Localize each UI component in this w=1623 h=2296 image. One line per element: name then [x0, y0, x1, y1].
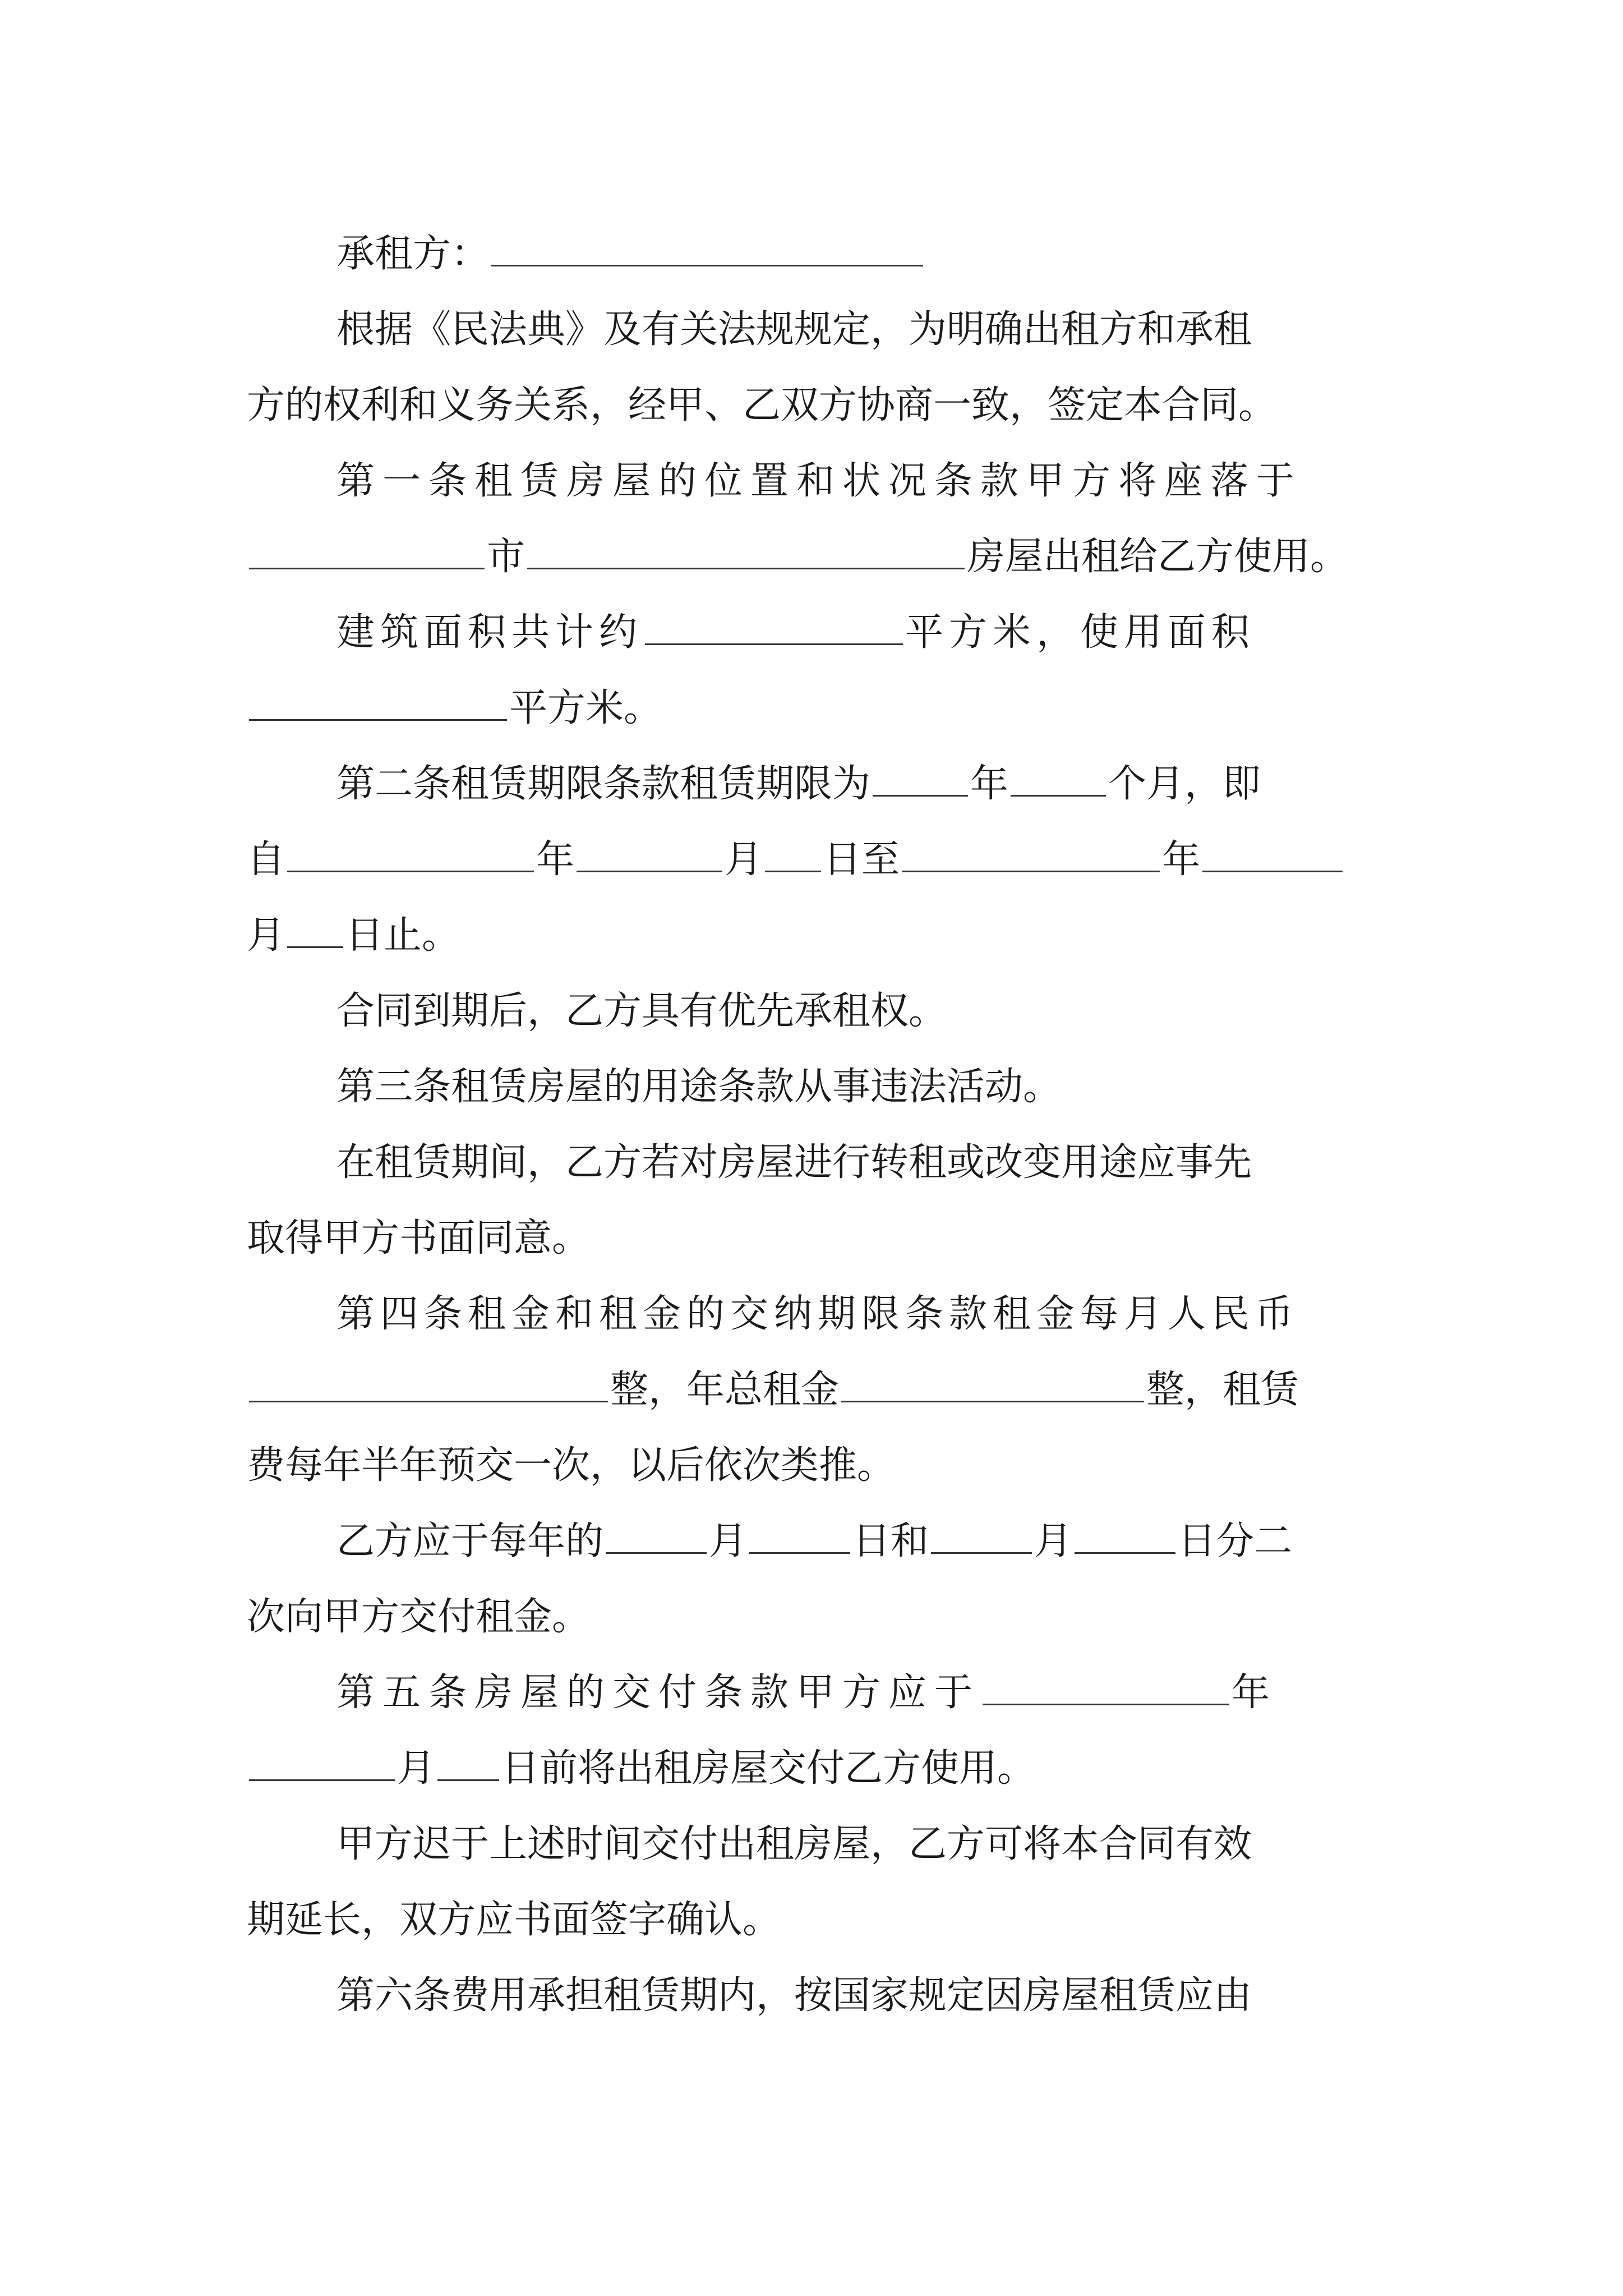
lessee-label: 承租方：	[336, 232, 490, 276]
payment-text-3: 次向甲方交付租金。	[247, 1595, 591, 1639]
term-years-blank[interactable]	[873, 747, 968, 797]
article-4-line-1	[247, 1272, 1391, 1356]
month-label-3: 月	[247, 913, 285, 958]
payment-text-2: 日分二	[1178, 1519, 1293, 1563]
sublease-text-1: 在租赁期间，乙方若对房屋进行转租或改变用途应事先	[336, 1140, 1252, 1185]
sublease-text-2: 取得甲方书面同意。	[247, 1216, 591, 1260]
delivery-day-blank[interactable]	[437, 1731, 499, 1781]
article-2-text-1: 第二条租赁期限条款租赁期限为	[336, 762, 871, 806]
pay-month-label-2: 月	[1034, 1519, 1073, 1563]
year-label: 年	[970, 762, 1009, 806]
lessee-line	[247, 212, 1391, 296]
address-blank[interactable]	[527, 519, 965, 569]
preamble-line-1	[247, 288, 1391, 372]
article-5-line-2	[247, 1727, 1391, 1811]
from-label: 自	[247, 838, 285, 882]
lessee-blank[interactable]	[491, 217, 923, 266]
pay-day-1-blank[interactable]	[749, 1504, 850, 1554]
end-day-blank[interactable]	[287, 898, 343, 948]
article-1-text-2: 房屋出租给乙方使用。	[967, 535, 1349, 579]
year-label-3: 年	[1162, 838, 1201, 882]
renewal-text: 合同到期后，乙方具有优先承租权。	[336, 989, 947, 1033]
article-2-line-3	[247, 894, 1391, 978]
delivery-year-blank[interactable]	[983, 1655, 1229, 1705]
area-label: 建筑面积共计约	[336, 610, 643, 655]
month-text: 个月，即	[1108, 762, 1261, 806]
to-label: 日至	[823, 838, 900, 882]
article-4-line-2	[247, 1348, 1391, 1432]
term-months-blank[interactable]	[1011, 747, 1106, 797]
start-day-blank[interactable]	[765, 822, 821, 872]
end-year-blank[interactable]	[902, 822, 1160, 872]
pay-month-1-blank[interactable]	[606, 1504, 707, 1554]
article-1-line-1	[247, 439, 1391, 523]
payment-text-1: 乙方应于每年的	[336, 1519, 604, 1563]
start-year-blank[interactable]	[287, 822, 534, 872]
monthly-rent-blank[interactable]	[249, 1352, 608, 1402]
delay-line-2	[247, 1878, 1391, 1962]
pay-and-label: 日和	[852, 1519, 929, 1563]
article-6-line-1	[247, 1954, 1391, 2038]
preamble-text-1: 根据《民法典》及有关法规规定，为明确出租方和承租	[336, 307, 1252, 352]
article-5-text-2: 日前将出租房屋交付乙方使用。	[501, 1746, 1036, 1791]
area-line-2	[247, 666, 1391, 751]
sublease-line-1	[247, 1121, 1391, 1205]
city-blank[interactable]	[249, 519, 485, 569]
preamble-line-2	[247, 364, 1391, 448]
usable-area-blank[interactable]	[249, 671, 507, 721]
article-1-line-2	[247, 515, 1391, 599]
delay-line-1	[247, 1802, 1391, 1887]
delay-text-2: 期延长，双方应书面签字确认。	[247, 1898, 781, 1942]
payment-line-2	[247, 1575, 1391, 1659]
start-month-blank[interactable]	[577, 822, 722, 872]
year-label-2: 年	[536, 838, 575, 882]
month-label-2: 月	[725, 838, 763, 882]
annual-rent-blank[interactable]	[841, 1352, 1144, 1402]
article-1-text-1: 第一条租赁房屋的位置和状况条款甲方将座落于	[336, 459, 1303, 503]
pay-month-2-blank[interactable]	[931, 1504, 1032, 1554]
end-month-blank-start[interactable]	[1202, 822, 1343, 872]
area-line-1	[247, 591, 1391, 675]
article-6-text-1: 第六条费用承担租赁期内，按国家规定因房屋租赁应由	[336, 1973, 1252, 2018]
article-2-line-1	[247, 742, 1391, 826]
renewal-line	[247, 969, 1391, 1053]
article-3-line	[247, 1045, 1391, 1129]
building-area-blank[interactable]	[645, 595, 903, 645]
area-unit: 平方米。	[509, 686, 662, 730]
article-4-text-3: 整，租赁	[1146, 1368, 1299, 1412]
article-4-text-1: 第四条租金和租金的交纳期限条款租金每月人民币	[336, 1292, 1299, 1336]
sublease-line-2	[247, 1197, 1391, 1281]
end-text: 日止。	[345, 913, 460, 958]
article-4-text-4: 费每年半年预交一次，以后依次类推。	[247, 1443, 896, 1488]
city-label: 市	[487, 535, 525, 579]
area-text: 平方米，使用面积	[905, 610, 1256, 655]
pay-month-label-1: 月	[709, 1519, 748, 1563]
delivery-year-label: 年	[1232, 1671, 1278, 1715]
delivery-month-blank[interactable]	[249, 1731, 395, 1781]
pay-day-2-blank[interactable]	[1075, 1504, 1175, 1554]
article-5-line-1	[247, 1651, 1391, 1735]
article-4-text-2: 整，年总租金	[610, 1368, 840, 1412]
preamble-text-2: 方的权利和义务关系，经甲、乙双方协商一致，签定本合同。	[247, 383, 1277, 427]
article-5-text-1: 第五条房屋的交付条款甲方应于	[336, 1671, 981, 1715]
delivery-month-label: 月	[397, 1746, 436, 1791]
article-4-line-3	[247, 1424, 1391, 1508]
delay-text-1: 甲方迟于上述时间交付出租房屋，乙方可将本合同有效	[336, 1822, 1252, 1866]
payment-line-1	[247, 1499, 1391, 1584]
article-2-line-2	[247, 818, 1391, 902]
article-3-text: 第三条租赁房屋的用途条款从事违法活动。	[336, 1065, 1062, 1109]
